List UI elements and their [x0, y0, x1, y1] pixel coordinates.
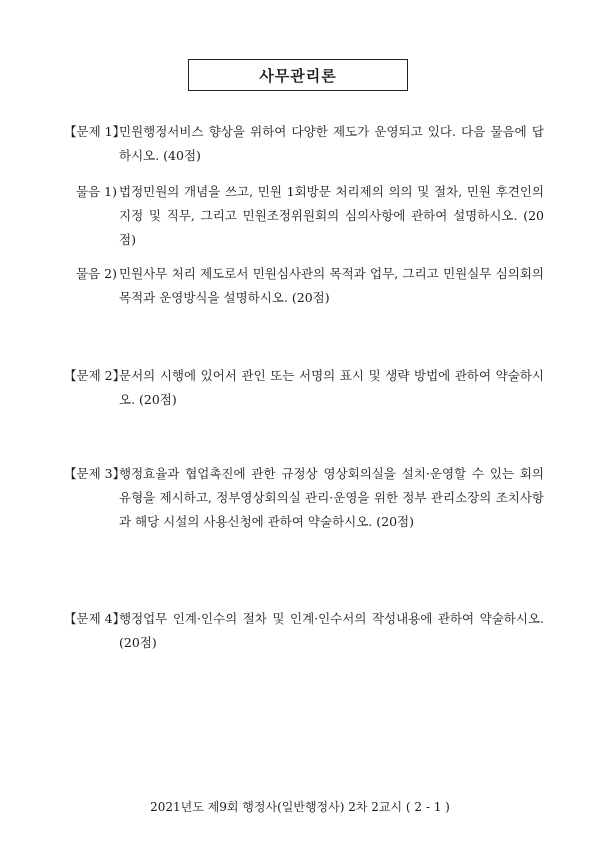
question-1-text: 민원행정서비스 향상을 위하여 다양한 제도가 운영되고 있다. 다음 물음에 답하시오. (40점)	[119, 124, 544, 163]
question-2-text: 문서의 시행에 있어서 관인 또는 서명의 표시 및 생략 방법에 관하여 약술하시오. (20점)	[119, 368, 544, 407]
question-3	[64, 462, 544, 534]
sub-question-2-text: 민원사무 처리 제도로서 민원심사관의 목적과 업무, 그리고 민원실무 심의회의 목적과 운영방식을 설명하시오. (20점)	[119, 266, 544, 305]
question-1-label: 【문제 1】	[64, 124, 126, 139]
question-2-label: 【문제 2】	[64, 368, 126, 383]
question-2	[64, 364, 544, 412]
document-title-text: 사무관리론	[259, 66, 337, 85]
document-title	[188, 59, 408, 91]
question-4	[64, 607, 544, 655]
question-1	[64, 120, 544, 168]
sub-question-2	[64, 262, 544, 310]
question-4-text: 행정업무 인계·인수의 절차 및 인계·인수서의 작성내용에 관하여 약술하시오. (20점)	[119, 611, 544, 650]
sub-question-1-label: 물음 1)	[76, 184, 117, 199]
question-3-text: 행정효율과 협업촉진에 관한 규정상 영상회의실을 설치·운영할 수 있는 회의 유형을 제시하고, 정부영상회의실 관리·운영을 위한 정부 관리소장의 조치사항과 해당 시설의 사용신청에 관하여 약술하시오. (20점)	[119, 466, 544, 529]
sub-question-1-text: 법정민원의 개념을 쓰고, 민원 1회방문 처리제의 의의 및 절차, 민원 후견인의 지정 및 직무, 그리고 민원조정위원회의 심의사항에 관하여 설명하시오. (20점)	[119, 184, 544, 247]
question-3-label: 【문제 3】	[64, 466, 126, 481]
sub-question-1	[64, 180, 544, 252]
page-footer: 2021년도 제9회 행정사(일반행정사) 2차 2교시 ( 2 - 1 )	[150, 800, 450, 814]
question-4-label: 【문제 4】	[64, 611, 126, 626]
sub-question-2-label: 물음 2)	[76, 266, 117, 281]
